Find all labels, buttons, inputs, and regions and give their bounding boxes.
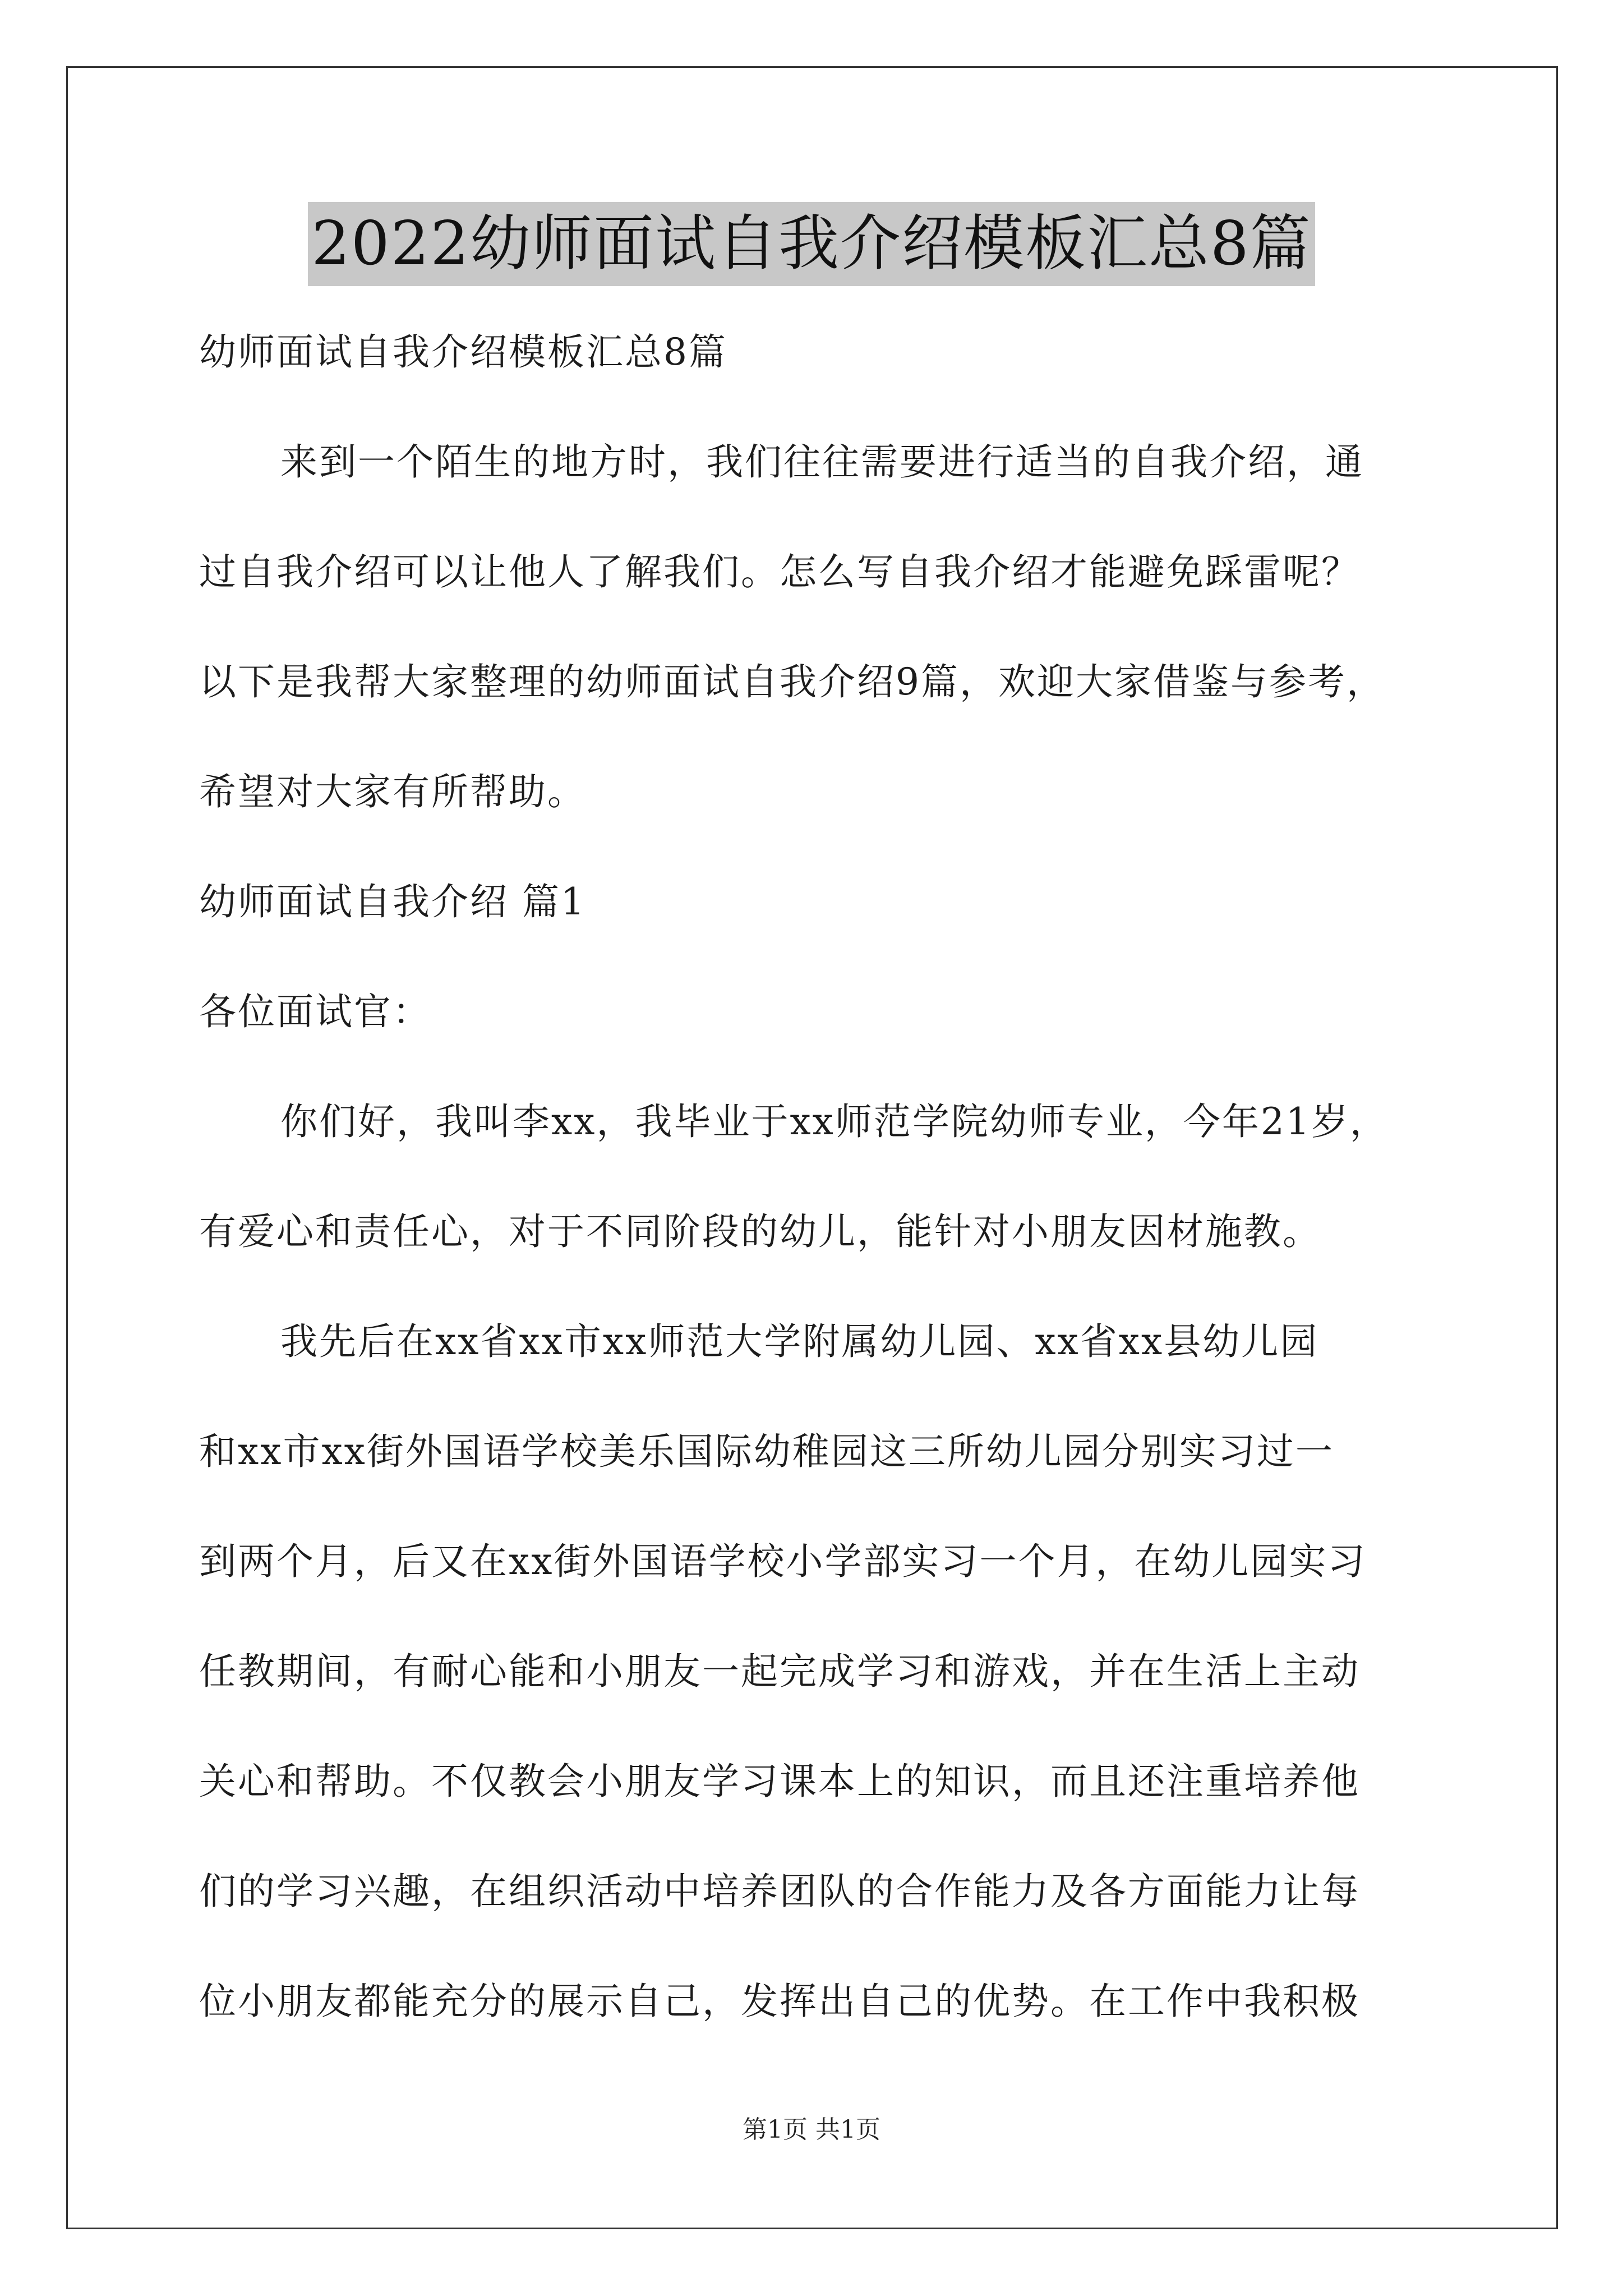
intro-paragraph-line: 来到一个陌生的地方时，我们往往需要进行适当的自我介绍，通	[280, 440, 1364, 484]
paragraph-line: 位小朋友都能充分的展示自己，发挥出自己的优势。在工作中我积极	[199, 1980, 1360, 2023]
page-number-footer: 第1页 共1页	[743, 2115, 880, 2144]
paragraph-line: 关心和帮助。不仅教会小朋友学习课本上的知识，而且还注重培养他	[199, 1760, 1360, 1803]
paragraph-line: 你们好，我叫李xx，我毕业于xx师范学院幼师专业，今年21岁，	[280, 1100, 1389, 1143]
intro-paragraph-line: 过自我介绍可以让他人了解我们。怎么写自我介绍才能避免踩雷呢？	[199, 550, 1360, 593]
document-title: 2022幼师面试自我介绍模板汇总8篇	[308, 202, 1315, 286]
paragraph-line: 和xx市xx街外国语学校美乐国际幼稚园这三所幼儿园分别实习过一	[199, 1430, 1334, 1473]
intro-paragraph-line: 希望对大家有所帮助。	[199, 770, 586, 813]
section-heading: 幼师面试自我介绍 篇1	[199, 880, 586, 923]
paragraph-line: 们的学习兴趣，在组织活动中培养团队的合作能力及各方面能力让每	[199, 1870, 1360, 1913]
salutation: 各位面试官：	[199, 990, 431, 1033]
paragraph-line: 到两个月，后又在xx街外国语学校小学部实习一个月，在幼儿园实习	[199, 1540, 1367, 1583]
document-body	[199, 297, 1430, 2056]
paragraph-line: 任教期间，有耐心能和小朋友一起完成学习和游戏，并在生活上主动	[199, 1650, 1360, 1693]
paragraph-line: 我先后在xx省xx市xx师范大学附属幼儿园、xx省xx县幼儿园	[280, 1320, 1319, 1363]
subtitle-line: 幼师面试自我介绍模板汇总8篇	[199, 330, 727, 374]
title-container	[0, 202, 1623, 286]
paragraph-line: 有爱心和责任心，对于不同阶段的幼儿，能针对小朋友因材施教。	[199, 1210, 1321, 1253]
intro-paragraph-line: 以下是我帮大家整理的幼师面试自我介绍9篇，欢迎大家借鉴与参考，	[199, 660, 1385, 703]
